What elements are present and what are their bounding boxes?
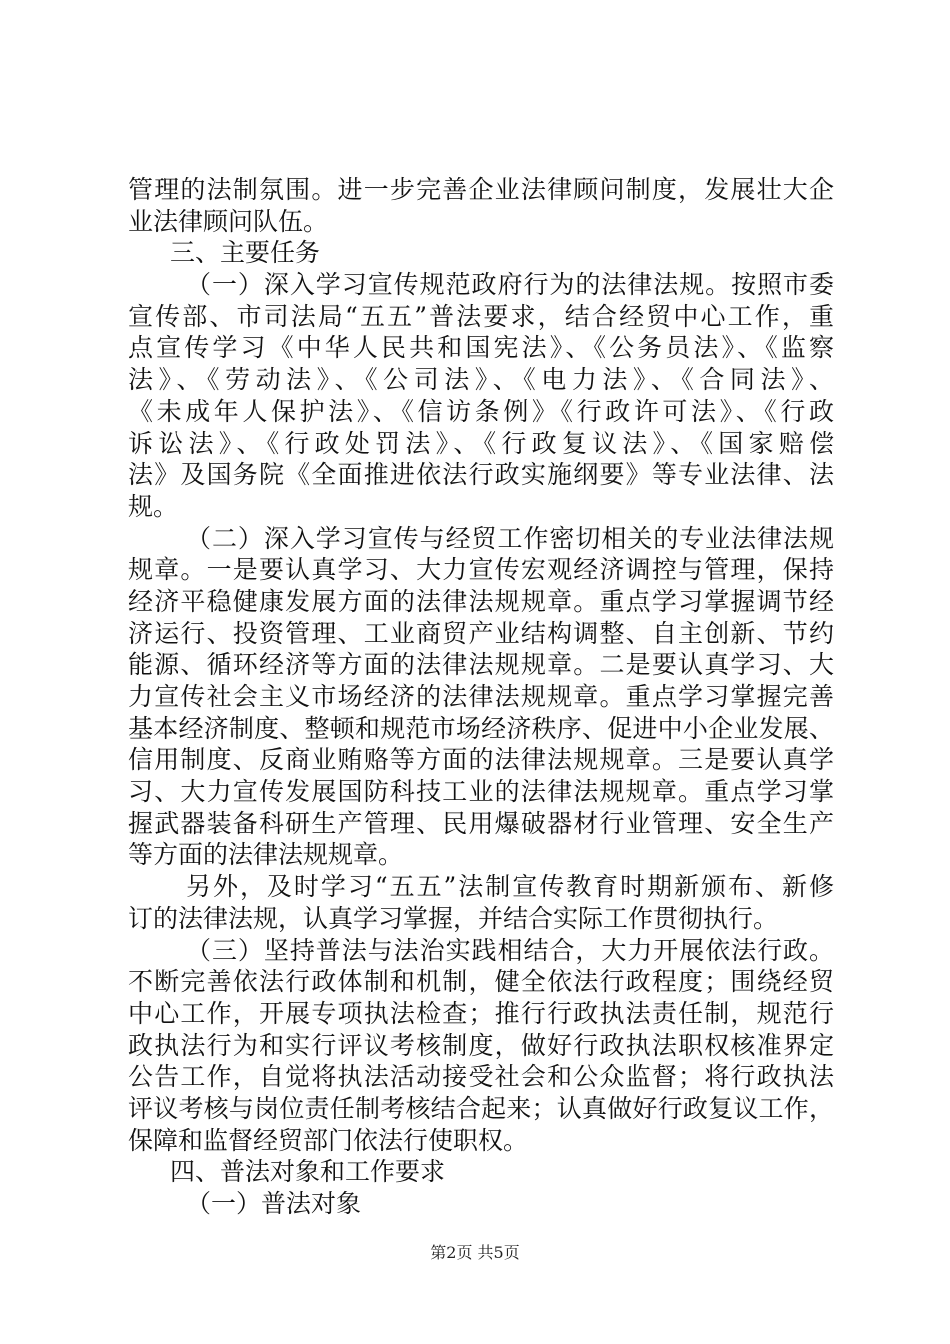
text-line: 业法律顾问队伍。 — [128, 206, 329, 236]
text-line: 力宣传社会主义市场经济的法律法规规章。重点学习掌握完善 — [128, 682, 834, 711]
text-line: （二）深入学习宣传与经贸工作密切相关的专业法律法规 — [186, 523, 834, 553]
text-line: 点宣传学习《中华人民共和国宪法》、《公务员法》、《监察 — [128, 333, 834, 363]
text-line: 中心工作，开展专项执法检查；推行行政执法责任制，规范行 — [128, 998, 834, 1028]
text-line: 法》、《劳动法》、《公司法》、《电力法》、《合同法》、 — [128, 365, 834, 395]
text-line: 诉讼法》、《行政处罚法》、《行政复议法》、《国家赔偿 — [128, 428, 834, 458]
text-line: 不断完善依法行政体制和机制，健全依法行政程度；围绕经贸 — [128, 967, 834, 997]
text-line: 政执法行为和实行评议考核制度，做好行政执法职权核准界定 — [128, 1030, 834, 1060]
text-line: 济运行、投资管理、工业商贸产业结构调整、自主创新、节约 — [128, 618, 834, 648]
text-line: 管理的法制氛围。进一步完善企业法律顾问制度，发展壮大企 — [128, 175, 834, 204]
text-line: 等方面的法律法规规章。 — [128, 840, 404, 870]
text-line: 信用制度、反商业贿赂等方面的法律法规规章。三是要认真学 — [128, 745, 834, 775]
text-line: 规章。一是要认真学习、大力宣传宏观经济调控与管理，保持 — [128, 555, 834, 585]
text-line: 法》及国务院《全面推进依法行政实施纲要》等专业法律、法 — [128, 460, 834, 490]
document-body — [128, 174, 834, 1220]
text-line: （一）深入学习宣传规范政府行为的法律法规。按照市委 — [186, 270, 834, 300]
text-line: 评议考核与岗位责任制考核结合起来；认真做好行政复议工作， — [128, 1093, 834, 1123]
page-footer: 第2页 共5页 — [430, 1243, 520, 1262]
text-line: 习、大力宣传发展国防科技工业的法律法规规章。重点学习掌 — [128, 777, 834, 807]
text-line: 订的法律法规，认真学习掌握，并结合实际工作贯彻执行。 — [128, 903, 779, 933]
text-line: 握武器装备科研生产管理、民用爆破器材行业管理、安全生产 — [128, 808, 834, 838]
text-line: 另外，及时学习“五五”法制宣传教育时期新颁布、新修 — [186, 872, 834, 902]
text-line: 基本经济制度、整顿和规范市场经济秩序、促进中小企业发展、 — [128, 713, 834, 743]
text-line: 经济平稳健康发展方面的法律法规规章。重点学习掌握调节经 — [128, 586, 834, 616]
text-line: 能源、循环经济等方面的法律法规规章。二是要认真学习、大 — [128, 650, 834, 680]
text-line: 保障和监督经贸部门依法行使职权。 — [128, 1125, 529, 1155]
text-line: 三、主要任务 — [170, 238, 321, 268]
text-line: 公告工作，自觉将执法活动接受社会和公众监督；将行政执法 — [128, 1062, 834, 1092]
text-line: （一）普法对象 — [186, 1189, 362, 1218]
text-line: （三）坚持普法与法治实践相结合，大力开展依法行政。 — [186, 935, 834, 965]
text-line: 宣传部、市司法局“五五”普法要求，结合经贸中心工作，重 — [128, 301, 834, 331]
text-line: 《未成年人保护法》、《信访条例》《行政许可法》、《行政 — [128, 396, 834, 426]
text-line: 四、普法对象和工作要求 — [170, 1157, 446, 1187]
text-line: 规。 — [128, 491, 179, 521]
